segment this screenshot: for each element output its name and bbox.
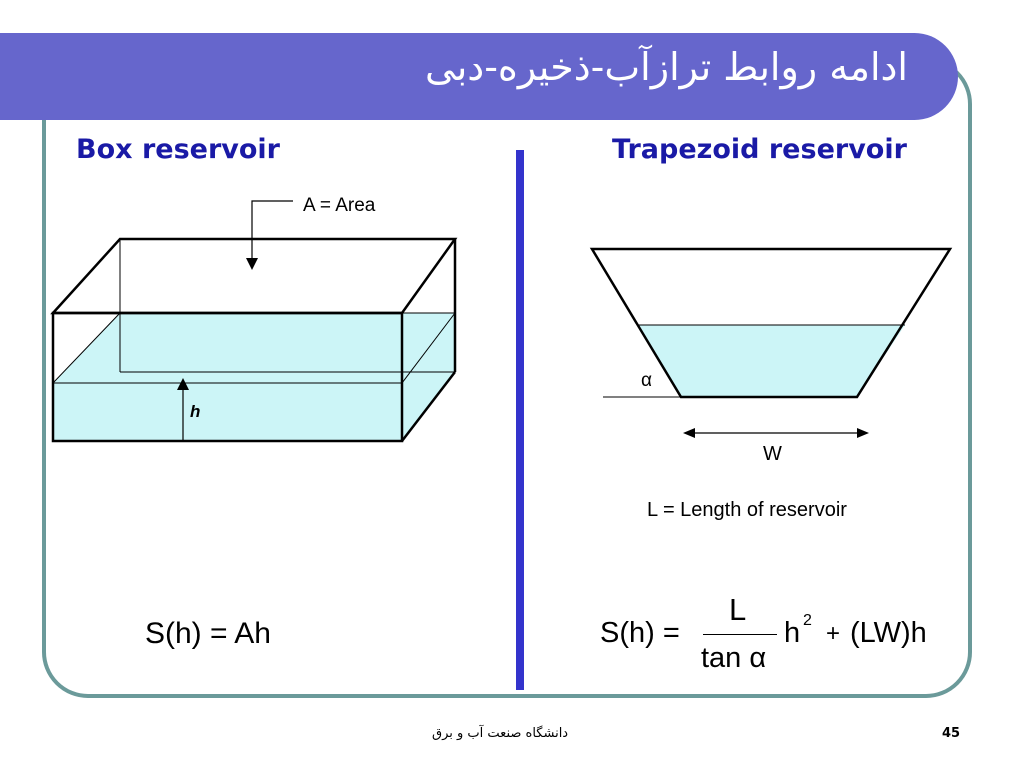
formula-lhs: S(h) = bbox=[600, 617, 680, 649]
width-arrow-right-head bbox=[857, 428, 869, 438]
page-number: 45 bbox=[942, 726, 961, 741]
formula-exponent: 2 bbox=[803, 612, 812, 629]
width-arrow-left-head bbox=[683, 428, 695, 438]
footer-institution: دانشگاه صنعت آب و برق bbox=[432, 726, 569, 741]
box-top-face bbox=[53, 239, 455, 313]
box-reservoir-diagram bbox=[53, 201, 455, 441]
formula-numerator: L bbox=[729, 592, 747, 627]
formula-plus: + bbox=[826, 620, 841, 647]
box-storage-formula: S(h) = Ah bbox=[145, 617, 271, 650]
trapezoid-reservoir-heading: Trapezoid reservoir bbox=[612, 134, 907, 165]
slide-title: ادامه روابط ترازآب-ذخیره-دبی bbox=[425, 45, 908, 89]
alpha-label: α bbox=[641, 370, 652, 391]
area-pointer-arrowhead bbox=[246, 258, 258, 270]
formula-h: h bbox=[784, 617, 801, 649]
area-pointer-line bbox=[252, 201, 293, 262]
height-label: h bbox=[190, 402, 201, 421]
formula-tail: (LW)h bbox=[850, 617, 927, 649]
length-label: L = Length of reservoir bbox=[647, 499, 847, 521]
formula-denominator: tan α bbox=[701, 642, 767, 674]
area-label: A = Area bbox=[303, 195, 376, 216]
width-label: W bbox=[763, 443, 782, 465]
box-water-front bbox=[53, 383, 402, 441]
trapezoid-reservoir-diagram bbox=[592, 249, 950, 438]
box-reservoir-heading: Box reservoir bbox=[76, 134, 280, 165]
fraction-bar bbox=[703, 634, 777, 635]
